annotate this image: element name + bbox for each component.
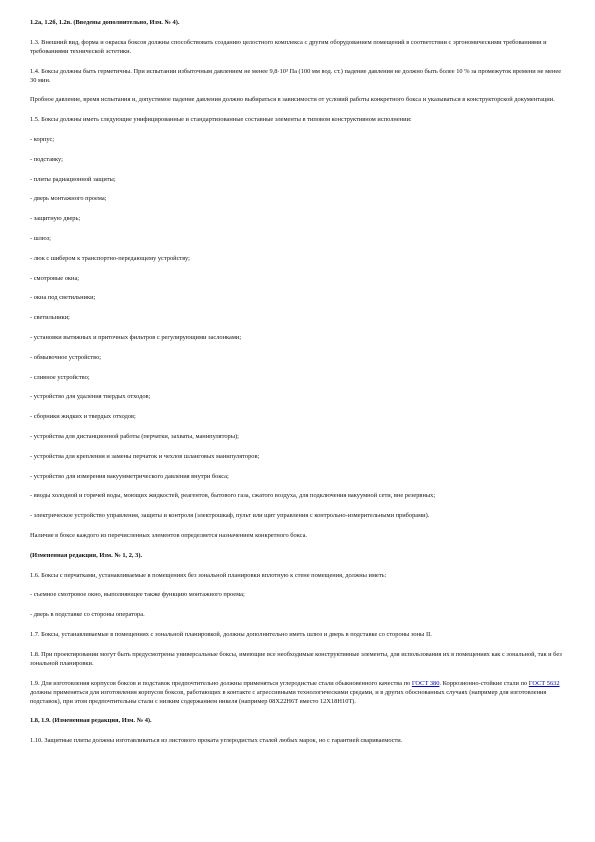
- paragraph-1-7: 1.7. Боксы, устанавливаемые в помещениях с зональной планировкой, должны дополнительно иметь шлюз и дверь в подставке со стороны зоны II.: [30, 630, 432, 638]
- list-item: - установки вытяжных и приточных фильтров с регулирующими заслонками;: [30, 333, 242, 341]
- list-item: - устройство для измерения вакуумметрического давления внутри бокса;: [30, 472, 229, 480]
- paragraph-amendment-note: 1.8, 1.9. (Измененная редакция, Изм. № 4).: [30, 717, 152, 725]
- paragraph-1-9-text-c: должны применяться для изготовления корпусов боксов, работающих в контакте с агрессивными технологическими средами, и в других обоснованных случаях (например для изготовления подставок), при этом предпочтительны стали с низким содержанием никеля (например 08Х22Н6Т вместо 12Х18Н10Т).: [30, 688, 547, 705]
- paragraph-1-9-text-a: 1.9. Для изготовления корпусов боксов и подставок предпочтительно должны применяться углеродистые стали обыкновенного качества по: [30, 679, 412, 687]
- gost-5632-link[interactable]: ГОСТ 5632: [528, 679, 560, 687]
- list-item: - устройство для удаления твердых отходов;: [30, 393, 151, 401]
- list-item: - люк с шибером к транспортно-передающему устройству;: [30, 254, 190, 262]
- list-item: - устройства для дистанционной работы (перчатки, захваты, манипуляторы);: [30, 432, 239, 440]
- paragraph-1-10: 1.10. Защитные плиты должны изготавливаться из листового проката углеродистых сталей любых марок, но с гарантией свариваемости.: [30, 737, 403, 745]
- list-item: - устройства для крепления и замены перчаток и чехлов шланговых манипуляторов;: [30, 452, 260, 460]
- list-item: - корпус;: [30, 135, 55, 143]
- list-item: - светильники;: [30, 314, 70, 322]
- list-item: - электрическое устройство управления, защиты и контроля (электрошкаф, пульт или щит управления с контрольно-измерительными приборами).: [30, 512, 430, 520]
- paragraph-1-9: [30, 679, 565, 706]
- gost-380-link[interactable]: ГОСТ 380: [411, 679, 440, 687]
- list-item: - сборники жидких и твердых отходов;: [30, 413, 136, 421]
- list-item: - дверь в подставке со стороны оператора.: [30, 611, 145, 619]
- list-item: - защитную дверь;: [30, 215, 81, 223]
- paragraph-1-8: 1.8. При проектировании могут быть предусмотрены универсальные боксы, имеющие все необходимые конструктивные элементы, для использования их в помещениях как с зональной, так и без зональной планировки.: [30, 650, 562, 667]
- paragraph-1-9-text-b: . Коррозионно-стойкие стали по: [439, 679, 529, 687]
- list-item: - съемное смотровое окно, выполняющее также функцию монтажного проема;: [30, 591, 245, 599]
- paragraph-amendment-note: 1.2а, 1.2б, 1.2в. (Введены дополнительно, Изм. № 4).: [30, 19, 180, 26]
- paragraph-amendment-note: (Измененная редакция, Изм. № 1, 2, 3).: [30, 551, 143, 559]
- list-item: - шлюз;: [30, 234, 51, 242]
- paragraph-element-presence: Наличие в боксе каждого из перечисленных элементов определяется назначением конкретного бокса.: [30, 531, 308, 539]
- list-item: - вводы холодной и горячей воды, моющих жидкостей, реагентов, бытового газа, сжатого воздуха, для подключения вакуумной сети, вне резервных;: [30, 492, 436, 500]
- list-item: - сливное устройство;: [30, 373, 90, 381]
- paragraph-1-6: 1.6. Боксы с перчатками, устанавливаемые в помещениях без зональной планировки вплотную к стене помещения, должны иметь:: [30, 571, 387, 579]
- paragraph-test-pressure: Пробное давление, время испытания и, допустимое падение давления должно выбираться в зависимости от условий работы конкретного бокса и указываться в конструкторской документации.: [30, 96, 555, 104]
- list-item: - дверь монтажного проема;: [30, 195, 107, 203]
- list-item: - плиты радиационной защиты;: [30, 175, 116, 183]
- list-item: - смотровые окна;: [30, 274, 80, 282]
- list-item: - обмывочное устройство;: [30, 353, 102, 361]
- paragraph-1-5: 1.5. Боксы должны иметь следующие унифицированные и стандартизованные составные элементы в типовом конструктивном исполнении:: [30, 116, 412, 124]
- paragraph-1-4: 1.4. Боксы должны быть герметичны. При испытании избыточным давлением не менее 9,8·10³ Па (100 мм вод. ст.) падение давления не должно быть более 10 % за промежуток времени не менее 30 мин.: [30, 67, 562, 84]
- paragraph-1-3: 1.3. Внешний вид, форма и окраска боксов должны способствовать созданию целостного комплекса с другим оборудованием помещений в соответствии с эргономическими требованиями и требованиями технической эстетики.: [30, 38, 547, 55]
- list-item: - подставку;: [30, 155, 63, 163]
- list-item: - окна под светильники;: [30, 294, 96, 302]
